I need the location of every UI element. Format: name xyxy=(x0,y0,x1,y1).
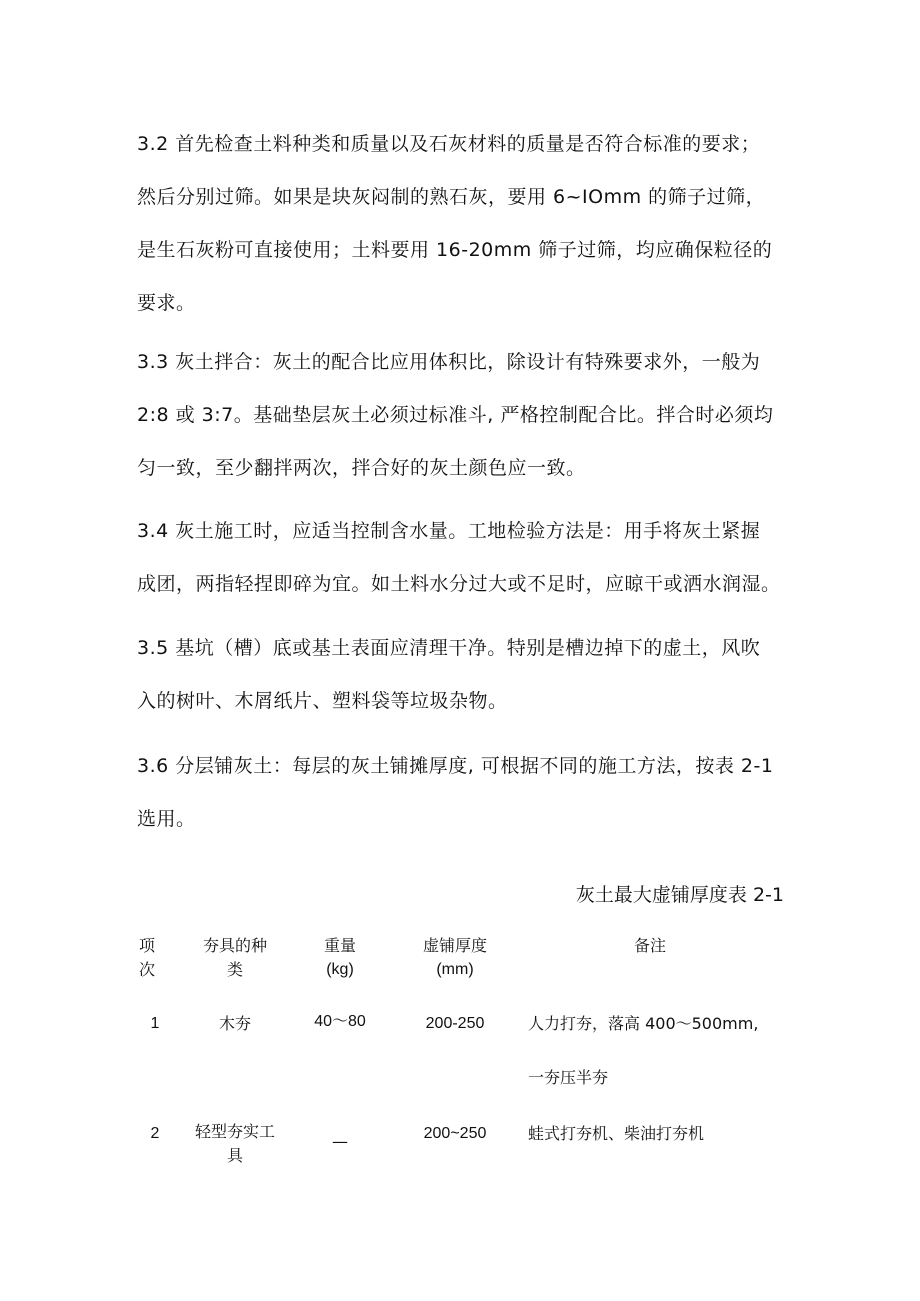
paragraph-line: 3.5 基坑（槽）底或基土表面应清理干净。特别是槽边掉下的虚土，风吹 xyxy=(137,637,761,659)
header-remark: 备注 xyxy=(633,936,666,955)
paragraph-line: 入的树叶、木屑纸片、塑料袋等垃圾杂物。 xyxy=(137,690,508,712)
row-weight: 40～80 xyxy=(314,1013,366,1030)
paragraph-line: 是生石灰粉可直接使用；土料要用 16-20mm 筛子过筛，均应确保粒径的 xyxy=(137,239,773,261)
paragraph-3-5 xyxy=(137,622,797,728)
row-weight: — xyxy=(332,1132,348,1151)
paragraph-line: 3.3 灰土拌合：灰土的配合比应用体积比，除设计有特殊要求外，一般为 xyxy=(137,351,761,373)
paragraph-line: 选用。 xyxy=(137,808,196,830)
header-thickness: 虚铺厚度 (mm) xyxy=(422,936,487,978)
paragraph-line: 然后分别过筛。如果是块灰闷制的熟石灰，要用 6~IOmm 的筛子过筛， xyxy=(137,186,766,208)
paragraph-line: 成团，两指轻捏即碎为宜。如土料水分过大或不足时，应晾干或洒水润湿。 xyxy=(137,573,781,595)
row-remark: 人力打夯，落高 400～500mm, 一夯压半夯 xyxy=(528,1014,759,1087)
paragraph-line: 3.4 灰土施工时，应适当控制含水量。工地检验方法是：用手将灰土紧握 xyxy=(137,520,761,542)
paragraph-3-2 xyxy=(137,118,797,330)
row-index: 1 xyxy=(150,1015,160,1032)
row-thickness: 200~250 xyxy=(423,1125,487,1142)
header-weight: 重量 (kg) xyxy=(323,936,356,978)
paragraph-line: 2:8 或 3:7。基础垫层灰土必须过标准斗, 严格控制配合比。拌合时必须均 xyxy=(137,404,774,426)
row-thickness: 200-250 xyxy=(425,1015,485,1032)
paragraph-3-4 xyxy=(137,505,797,611)
paragraph-3-6 xyxy=(137,740,797,846)
header-tool-type: 夯具的种 类 xyxy=(202,936,267,979)
row-tool-type: 木夯 xyxy=(218,1014,251,1033)
row-remark: 蛙式打夯机、柴油打夯机 xyxy=(528,1124,705,1143)
header-index: 项 次 xyxy=(138,936,155,979)
paragraph-3-3 xyxy=(137,336,797,495)
paragraph-line: 3.2 首先检查土料种类和质量以及石灰材料的质量是否符合标准的要求； xyxy=(137,133,761,155)
row-tool-type: 轻型夯实工 具 xyxy=(194,1122,275,1165)
paragraph-line: 匀一致，至少翻拌两次，拌合好的灰土颜色应一致。 xyxy=(137,457,586,479)
table-title: 灰土最大虚铺厚度表 2-1 xyxy=(575,884,784,906)
row-index: 2 xyxy=(150,1125,160,1142)
paragraph-line: 要求。 xyxy=(137,292,196,314)
paragraph-line: 3.6 分层铺灰土：每层的灰土铺摊厚度, 可根据不同的施工方法，按表 2-1 xyxy=(137,755,774,777)
